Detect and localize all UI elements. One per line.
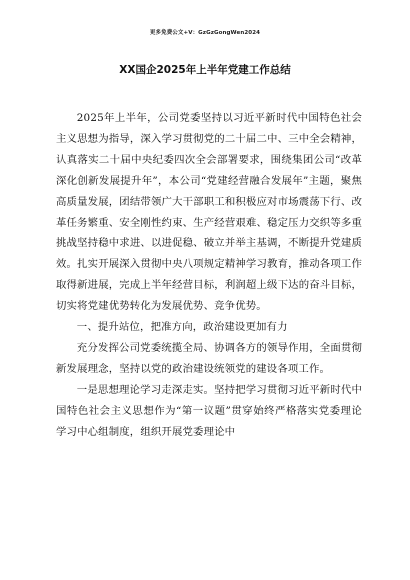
header-note: 更多免费公文+V：GzGzGongWen2024	[149, 30, 261, 36]
section-heading-1: 一、提升站位，把准方向，政治建设更加有力	[76, 321, 288, 334]
paragraph-point-1: 一是思想理论学习走深走实。坚持把学习贯彻习近平新时代中国特色社会主义思想作为“第一议题”贯穿始终严格落实党委理论学习中心组制度，组织开展党委理论中	[56, 383, 362, 438]
document-body	[56, 108, 362, 443]
paragraph-section-1: 充分发挥公司党委统揽全局、协调各方的领导作用，全面贯彻新发展理念，坚持以党的政治建设统领党的建设各项工作。	[56, 341, 362, 375]
document-title: XX国企2025年上半年党建工作总结	[119, 64, 291, 76]
paragraph-intro: 2025年上半年，公司党委坚持以习近平新时代中国特色社会主义思想为指导，深入学习贯彻党的二十届二中、三中全会精神，认真落实二十届中央纪委四次全会部署要求，围绕集团公司“改革深化创新发展提升年”，本公司“党建经营融合发展年”主题，聚焦高质量发展，团结带领广大干部职工和积极应对市场震荡下行、改革任务繁重、安全刚性约束、生产经营艰难、稳定压力交织等多重挑战坚持稳中求进、以进促稳、破立并举主基调，不断提升党建质效。扎实开展深入贯彻中央八项规定精神学习教育，推动各项工作取得新进展，完成上半年经营目标，利润超上级下达的奋斗目标，切实将党建优势转化为发展优势、竞争优势。	[56, 112, 362, 313]
